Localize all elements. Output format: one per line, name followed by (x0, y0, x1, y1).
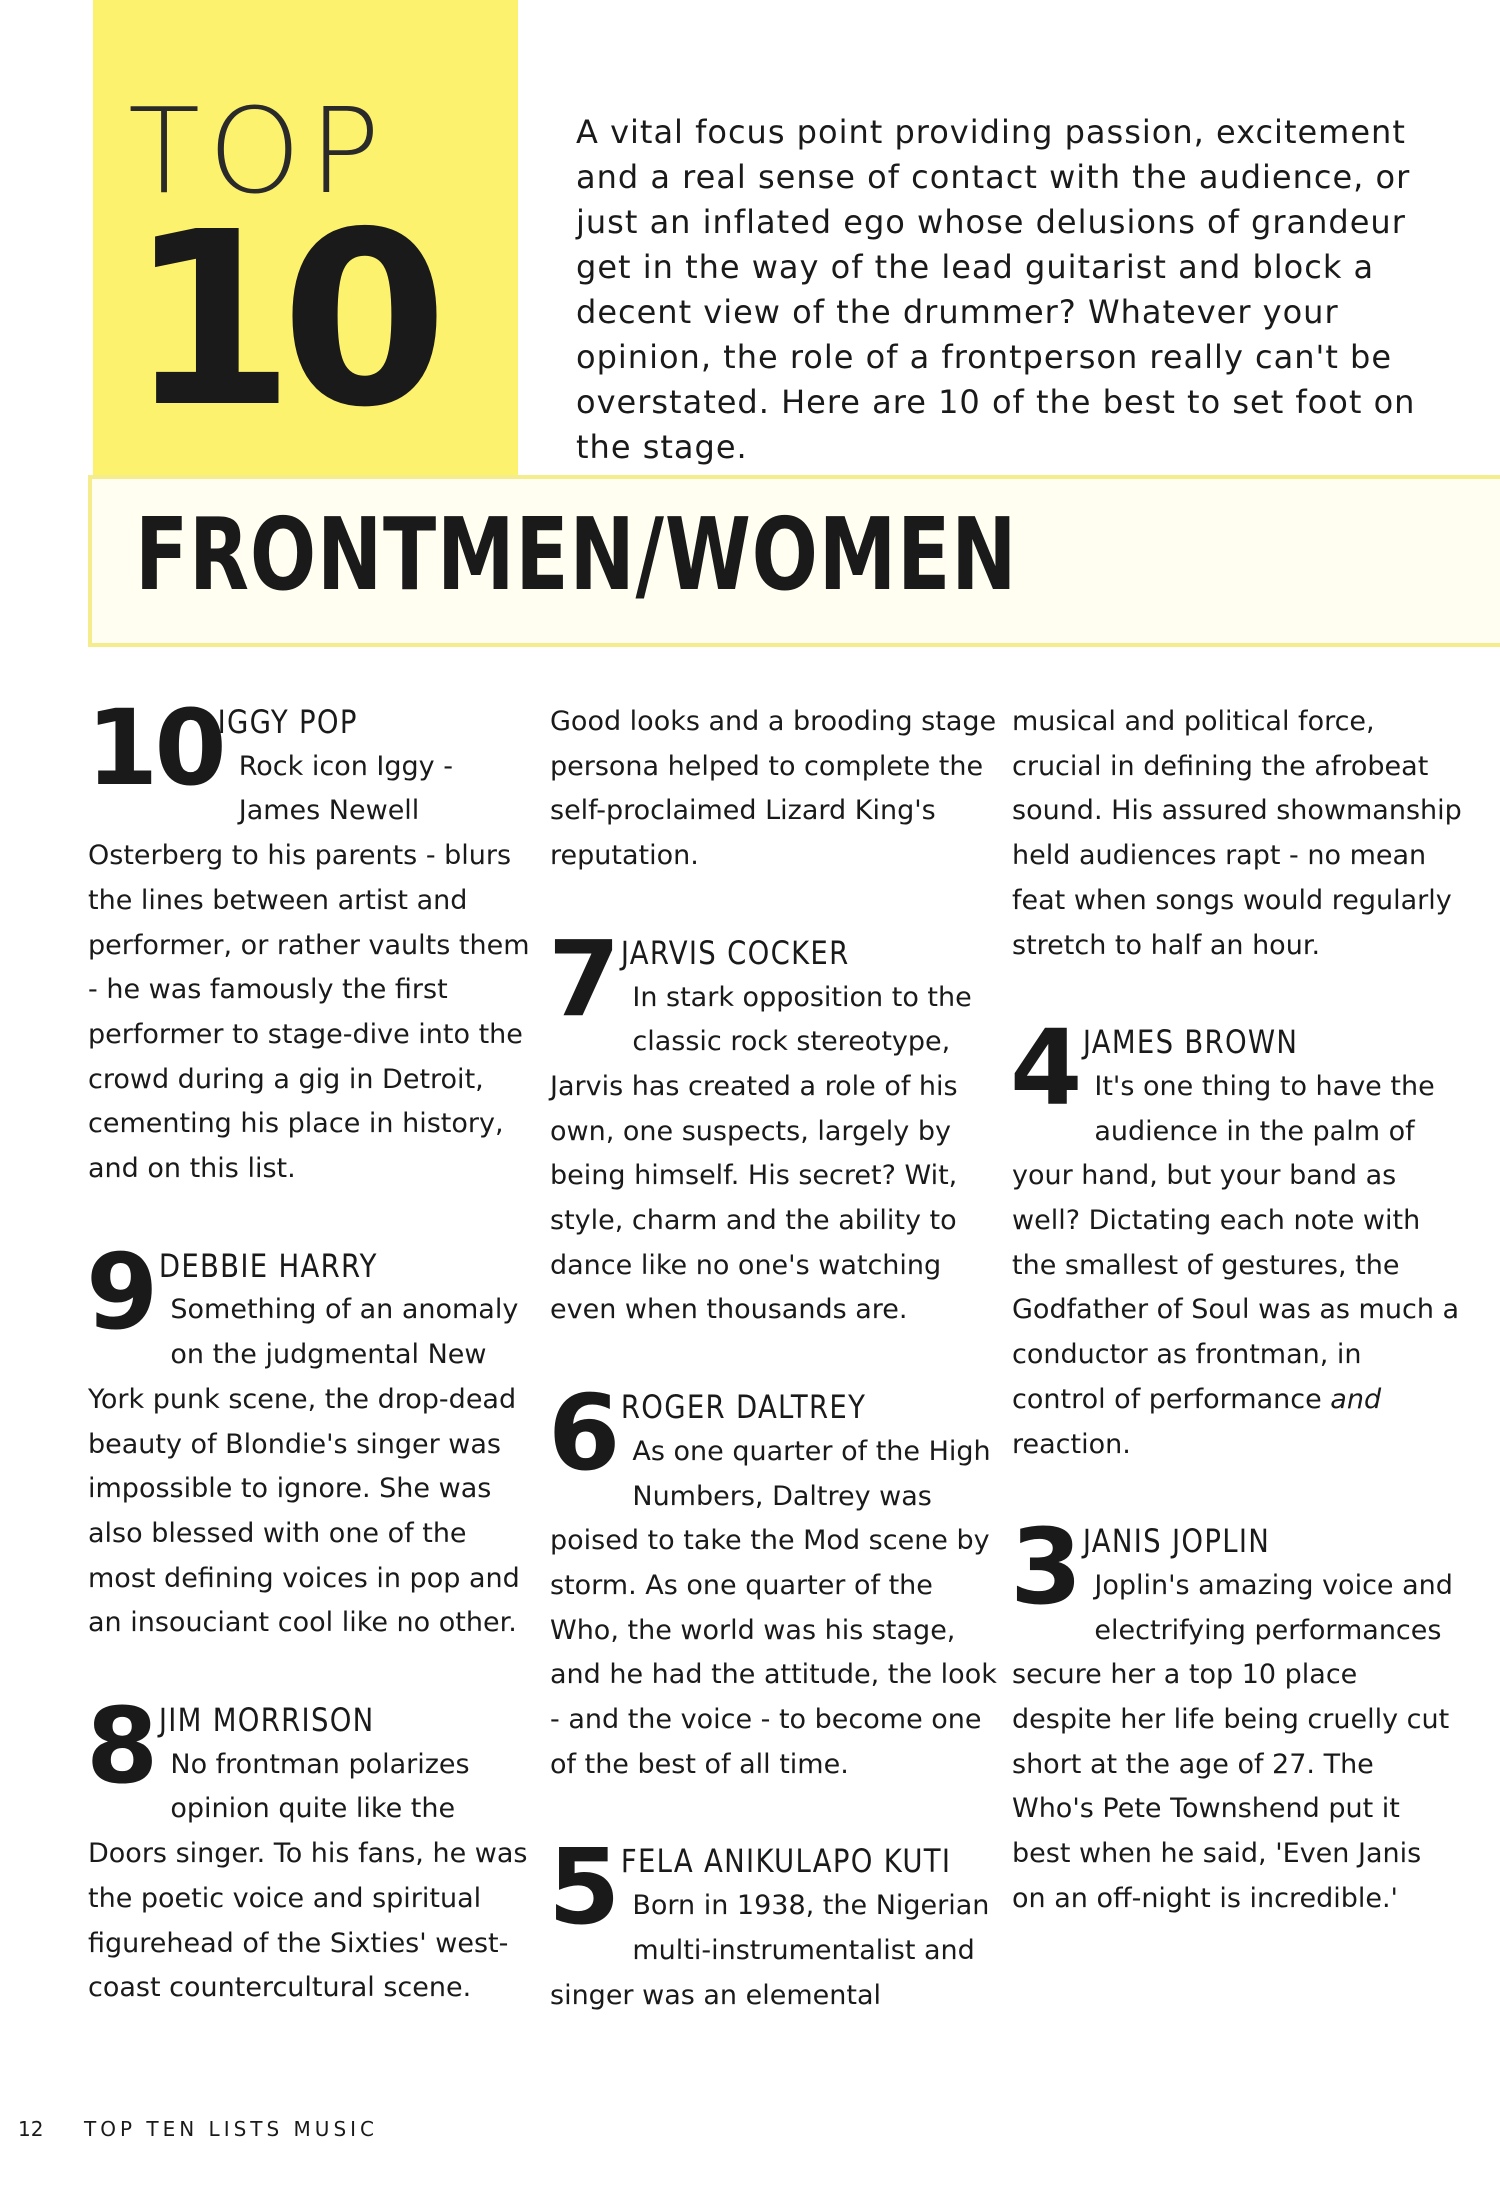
entry-4 (1010, 1007, 1462, 1467)
entry-5 (548, 1826, 1000, 2018)
rank-number: 3 (1010, 1506, 1079, 1629)
entry-text: Something of an anomaly on the judgmental New York punk scene, the drop-dead beauty of Blondie's singer was impossible to ignore. She was also blessed with one of the most defining voices in pop and an insouciant cool like no other. (88, 1294, 520, 1639)
entry-9 (86, 1230, 538, 1646)
title-ten: 10 (128, 180, 434, 460)
entry-8 (86, 1685, 538, 2011)
entry-text-end: reaction. (1012, 1428, 1131, 1460)
entry-name: ROGER DALTREY (620, 1388, 867, 1427)
column-1 (86, 687, 538, 2011)
entry-text: In stark opposition to the classic rock stereotype, Jarvis has created a role of his own, one suspects, largely by being himself. His secret? Wit, style, charm and the ability to dance like no one's watching even when thousands are. (550, 981, 972, 1326)
entry-text: It's one thing to have the audience in the palm of your hand, but your band as well? Dictating each note with the smallest of gestures, the Godfather of Soul was as much a conductor as frontman, in control of performance (1012, 1070, 1460, 1415)
entry-name: FELA ANIKULAPO KUTI (620, 1842, 952, 1881)
entry-text: Rock icon Iggy - James Newell Osterberg to his parents - blurs the lines between artist and performer, or rather vaults them - he was famously the first performer to stage-dive into the crowd during a gig in Detroit, cementing his place in history, and on this list. (88, 750, 530, 1185)
entry-6 (548, 1372, 1000, 1787)
entry-8-continued: Good looks and a brooding stage persona helped to complete the self-proclaimed Lizard King's reputation. (550, 706, 997, 872)
entry-name: IGGY POP (217, 703, 358, 741)
entry-text-emphasis: and (1330, 1383, 1382, 1415)
rank-number: 5 (548, 1826, 617, 1949)
entry-name: JARVIS COCKER (620, 933, 850, 972)
entry-7 (548, 917, 1000, 1333)
entry-5-continued: musical and political force, crucial in defining the afrobeat sound. His assured showmanship held audiences rapt - no mean feat when songs would regularly stretch to half an hour. (1012, 706, 1462, 961)
rank-number: 7 (548, 917, 617, 1040)
page-headline: FRONTMEN/WOMEN (135, 496, 1018, 613)
entry-name: JIM MORRISON (158, 1701, 375, 1740)
footer-title: TOP TEN LISTS MUSIC (84, 2117, 379, 2141)
rank-number: 8 (86, 1685, 155, 1808)
entry-text: Joplin's amazing voice and electrifying performances secure her a top 10 place despite her life being cruelly cut short at the age of 27. The Who's Pete Townshend put it best when he said, 'Even Janis on an off-night is incredible.' (1012, 1569, 1453, 1914)
entry-text: No frontman polarizes opinion quite like the Doors singer. To his fans, he was the poetic voice and spiritual figurehead of the Sixties' west-coast countercultural scene. (88, 1748, 528, 2004)
column-2 (550, 700, 1000, 2018)
title-top: TOP (128, 82, 389, 220)
rank-number: 6 (548, 1372, 617, 1495)
rank-number: 10 (86, 687, 223, 809)
entry-3 (1010, 1506, 1462, 1921)
intro-paragraph: A vital focus point providing passion, excitement and a real sense of contact with the audience, or just an inflated ego whose delusions of grandeur get in the way of the lead guitarist and block a decent view of the drummer? Whatever your opinion, the role of a frontperson really can't be overstated. Here are 10 of the best to set foot on the stage. (576, 113, 1416, 466)
column-3 (1012, 700, 1462, 1922)
rank-number: 9 (86, 1230, 155, 1353)
entry-text: Born in 1938, the Nigerian multi-instrumentalist and singer was an elemental (550, 1890, 990, 2011)
entry-name: DEBBIE HARRY (158, 1246, 378, 1285)
rank-number: 4 (1010, 1007, 1079, 1130)
entry-name: JAMES BROWN (1082, 1023, 1299, 1062)
entry-10 (86, 687, 538, 1192)
entry-text: As one quarter of the High Numbers, Daltrey was poised to take the Mod scene by storm. As one quarter of the Who, the world was his stage, and he had the attitude, the look - and the voice - to become one of the best of all time. (550, 1435, 997, 1780)
page-number: 12 (18, 2117, 44, 2141)
entry-name: JANIS JOPLIN (1082, 1522, 1271, 1561)
